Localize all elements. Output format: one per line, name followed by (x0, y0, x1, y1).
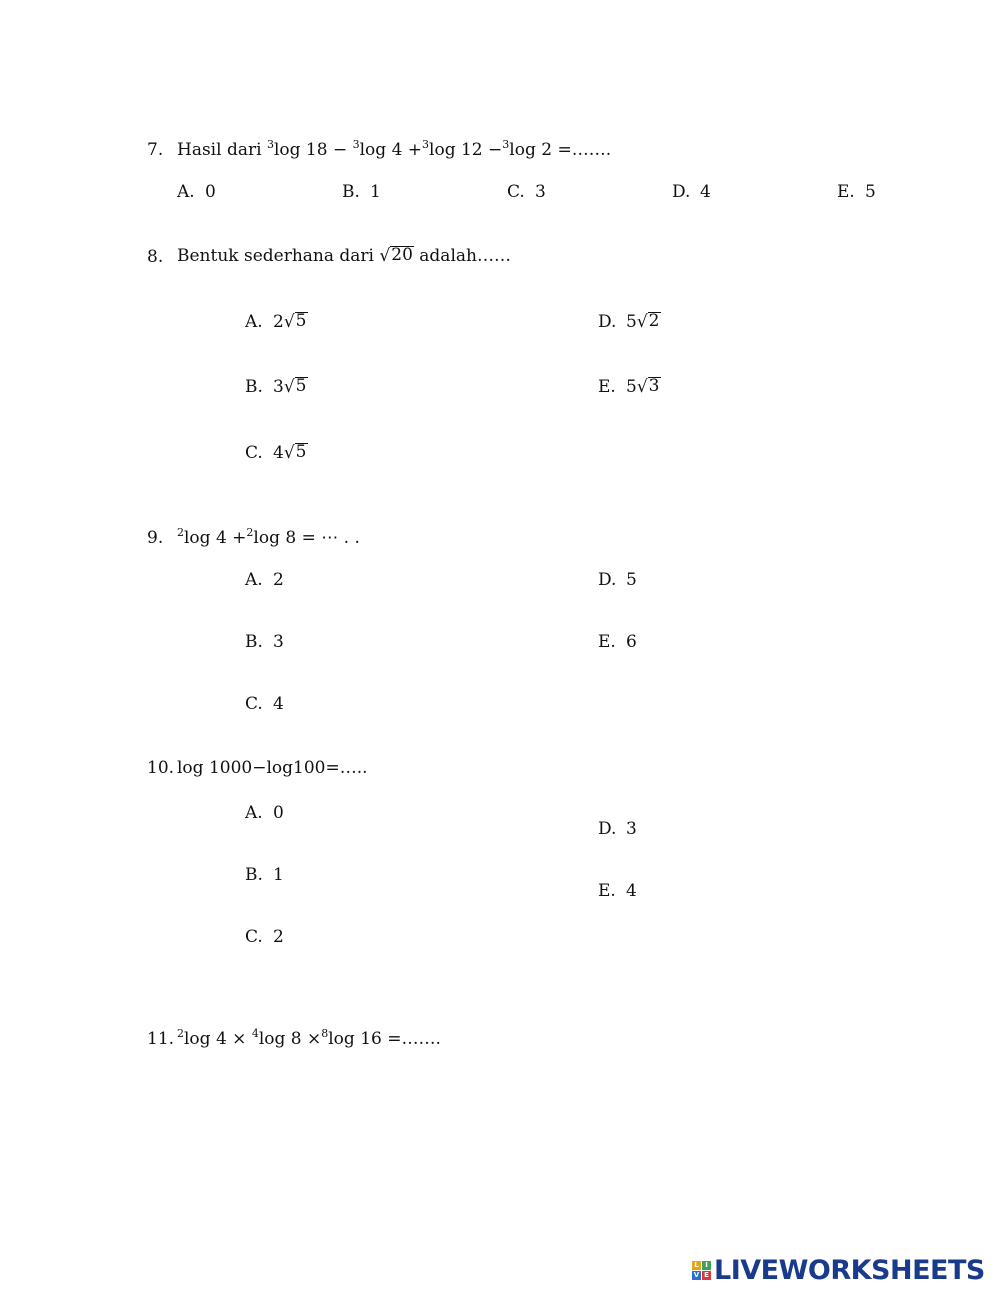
question-8-number: 8. (147, 247, 164, 267)
liveworksheets-logo (692, 1256, 985, 1284)
question-8-option-e[interactable]: E. 5 √ 3 (598, 376, 660, 397)
question-7-option-a[interactable]: A. 0 (177, 182, 216, 202)
question-7-option-b[interactable]: B. 1 (342, 182, 381, 202)
question-8-option-a[interactable]: A. 2 √ 5 (245, 311, 307, 332)
liveworksheets-logo-text: LIVEWORKSHEETS (714, 1254, 985, 1286)
question-10-option-d[interactable]: D. 3 (598, 819, 637, 839)
question-8-option-b[interactable]: B. 3 √ 5 (245, 376, 307, 397)
question-9-stem: $^2$log 4 +$^2$log 8 = ⋯ . . (177, 526, 360, 548)
question-9-option-a[interactable]: A. 2 (245, 570, 284, 590)
question-11-stem: $^2$log 4 × $^4$log 8 ×$^8$log 16 =……. (177, 1027, 441, 1049)
question-7-option-e[interactable]: E. 5 (837, 182, 876, 202)
question-7-option-d[interactable]: D. 4 (672, 182, 711, 202)
question-10-option-c[interactable]: C. 2 (245, 927, 284, 947)
question-11-number: 11. (147, 1029, 175, 1049)
question-10-stem: log 1000−log100=….. (177, 758, 368, 778)
question-8-option-c[interactable]: C. 4 √ 5 (245, 442, 307, 463)
question-9-option-b[interactable]: B. 3 (245, 632, 284, 652)
question-7-stem: Hasil dari $^3$log 18 − $^3$log 4 +$^3$log 12 −$^3$log 2 =……. (177, 138, 612, 160)
question-10-option-b[interactable]: B. 1 (245, 865, 284, 885)
question-8-stem: Bentuk sederhana dari √ 20 adalah…… (177, 245, 511, 266)
question-8-option-d[interactable]: D. 5 √ 2 (598, 311, 660, 332)
question-10-number: 10. (147, 758, 175, 778)
question-9-option-c[interactable]: C. 4 (245, 694, 284, 714)
question-9-number: 9. (147, 528, 164, 548)
question-9-option-e[interactable]: E. 6 (598, 632, 637, 652)
question-10-option-e[interactable]: E. 4 (598, 881, 637, 901)
question-7-number: 7. (147, 140, 164, 160)
square-root: √ 20 (379, 245, 413, 266)
question-9-option-d[interactable]: D. 5 (598, 570, 637, 590)
question-10-option-a[interactable]: A. 0 (245, 803, 284, 823)
liveworksheets-logo-icon: L I V E (692, 1261, 711, 1280)
question-7-option-c[interactable]: C. 3 (507, 182, 546, 202)
